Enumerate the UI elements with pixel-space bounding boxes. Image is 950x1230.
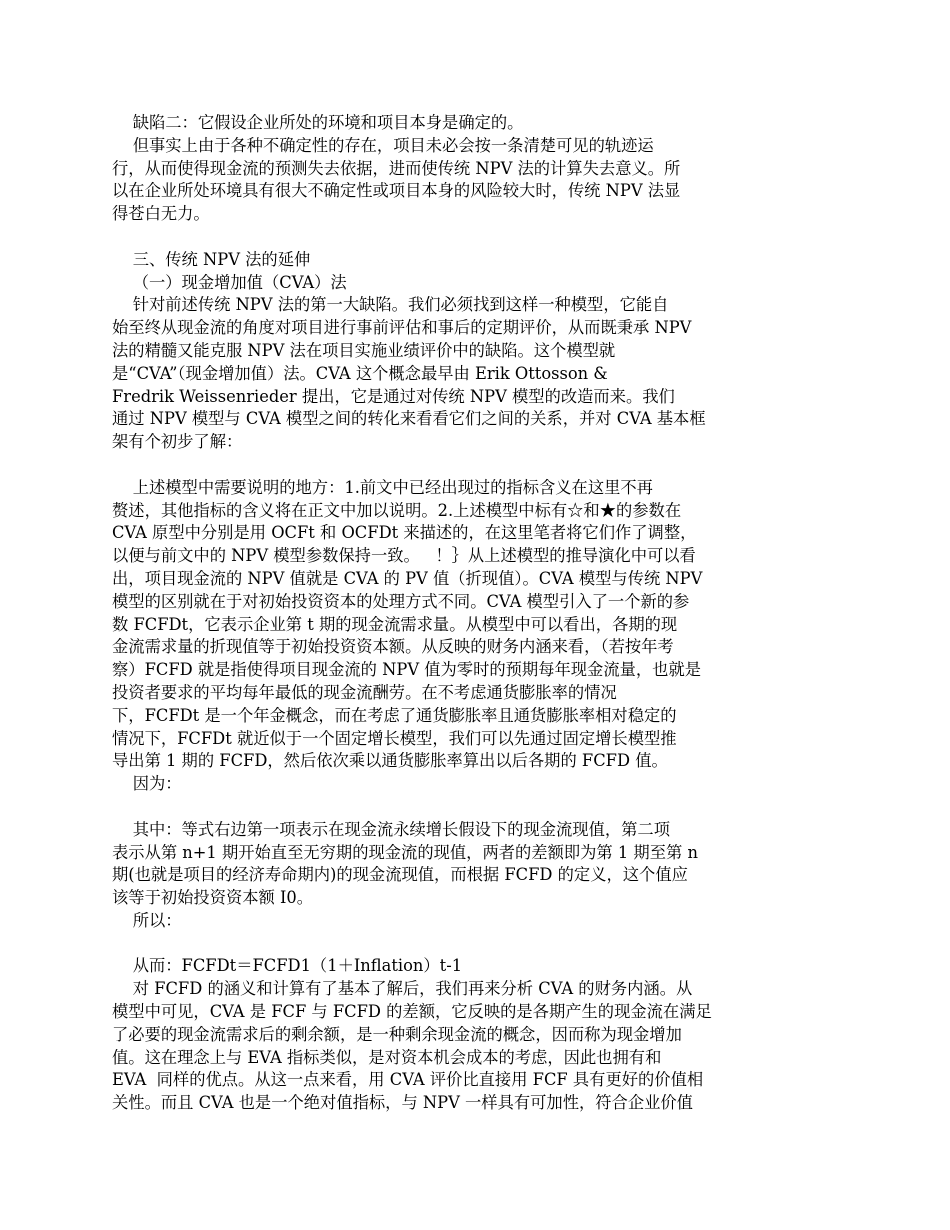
paragraph-line: 其中：等式右边第一项表示在现金流永续增长假设下的现金流现值，第二项 xyxy=(112,819,670,839)
paragraph-line: 但事实上由于各种不确定性的存在，项目未必会按一条清楚可见的轨迹运 xyxy=(112,135,654,155)
paragraph-line: 察）FCFD 就是指使得项目现金流的 NPV 值为零时的预期每年现金流量，也就是 xyxy=(112,660,702,680)
paragraph-line: 该等于初始投资资本额 I0。 xyxy=(112,888,314,908)
paragraph-line: 下，FCFDt 是一个年金概念，而在考虑了通货膨胀率且通货膨胀率相对稳定的 xyxy=(112,705,677,725)
blank-line xyxy=(112,933,767,956)
paragraph-line: 赘述，其他指标的含义将在正文中加以说明。2.上述模型中标有☆和★的参数在 xyxy=(112,500,682,520)
paragraph-line: 上述模型中需要说明的地方：1.前文中已经出现过的指标含义在这里不再 xyxy=(112,477,653,497)
paragraph-line: 了必要的现金流需求后的剩余额，是一种剩余现金流的概念，因而称为现金增加 xyxy=(112,1024,682,1044)
paragraph-line: 缺陷二：它假设企业所处的环境和项目本身是确定的。 xyxy=(112,113,524,132)
paragraph-line: 出，项目现金流的 NPV 值就是 CVA 的 PV 值（折现值）。CVA 模型与传统 NPV xyxy=(112,568,703,588)
paragraph-line: 得苍白无力。 xyxy=(112,204,210,224)
paragraph-line: 通过 NPV 模型与 CVA 模型之间的转化来看看它们之间的关系，并对 CVA 基本框 xyxy=(112,409,706,429)
paragraph-line: 是“CVA”（现金增加值）法。CVA 这个概念最早由 Erik Ottosson & xyxy=(112,363,608,383)
paragraph-line: 模型的区别就在于对初始投资资本的处理方式不同。CVA 模型引入了一个新的参 xyxy=(112,591,690,611)
paragraph-line: 针对前述传统 NPV 法的第一大缺陷。我们必须找到这样一种模型，它能自 xyxy=(112,295,669,315)
paragraph-line: 法的精髓又能克服 NPV 法在项目实施业绩评价中的缺陷。这个模型就 xyxy=(112,340,616,360)
blank-line xyxy=(112,454,767,477)
blank-line xyxy=(112,796,767,819)
document-body xyxy=(112,112,767,1115)
paragraph-line: 以在企业所处环境具有很大不确定性或项目本身的风险较大时，传统 NPV 法显 xyxy=(112,181,681,201)
paragraph-line: 金流需求量的折现值等于初始投资资本额。从反映的财务内涵来看，（若按年考 xyxy=(112,637,674,657)
paragraph-line: 以便与前文中的 NPV 模型参数保持一致。 ！｝从上述模型的推导演化中可以看 xyxy=(112,546,696,566)
paragraph-line: CVA 原型中分别是用 OCFt 和 OCFDt 来描述的，在这里笔者将它们作了调整， xyxy=(112,523,697,543)
paragraph-line: Fredrik Weissenrieder 提出，它是通过对传统 NPV 模型的改造而来。我们 xyxy=(112,386,675,406)
section-heading: 三、传统 NPV 法的延伸 xyxy=(112,249,311,269)
paragraph-line: 期(也就是项目的经济寿命期内)的现金流现值，而根据 FCFD 的定义，这个值应 xyxy=(112,865,688,885)
paragraph-line: 所以： xyxy=(112,910,182,930)
subsection-heading: （一）现金增加值（CVA）法 xyxy=(112,272,347,292)
paragraph-line: 值。这在理念上与 EVA 指标类似，是对资本机会成本的考虑，因此也拥有和 xyxy=(112,1047,662,1067)
paragraph-line: 架有个初步了解： xyxy=(112,432,243,452)
paragraph-line: 始至终从现金流的角度对项目进行事前评估和事后的定期评价，从而既秉承 NPV xyxy=(112,318,692,338)
paragraph-line: 对 FCFD 的涵义和计算有了基本了解后，我们再来分析 CVA 的财务内涵。从 xyxy=(112,979,693,999)
paragraph-line: 行，从而使得现金流的预测失去依据，进而使传统 NPV 法的计算失去意义。所 xyxy=(112,158,681,178)
paragraph-line: 投资者要求的平均每年最低的现金流酬劳。在不考虑通货膨胀率的情况 xyxy=(112,682,617,702)
paragraph-line: 导出第 1 期的 FCFD，然后依次乘以通货膨胀率算出以后各期的 FCFD 值。 xyxy=(112,751,668,771)
paragraph-line: 情况下，FCFDt 就近似于一个固定增长模型，我们可以先通过固定增长模型推 xyxy=(112,728,677,748)
paragraph-line: 关性。而且 CVA 也是一个绝对值指标，与 NPV 一样具有可加性，符合企业价值 xyxy=(112,1093,693,1113)
blank-line xyxy=(112,226,767,249)
paragraph-line: EVA 同样的优点。从这一点来看，用 CVA 评价比直接用 FCF 具有更好的价值相 xyxy=(112,1070,704,1090)
paragraph-line: 因为： xyxy=(112,774,182,794)
paragraph-line: 数 FCFDt，它表示企业第 t 期的现金流需求量。从模型中可以看出，各期的现 xyxy=(112,614,678,634)
formula-line: 从而：FCFDt＝FCFD1（1＋Inflation）t-1 xyxy=(112,956,463,976)
paragraph-line: 模型中可见，CVA 是 FCF 与 FCFD 的差额，它反映的是各期产生的现金流在满足 xyxy=(112,1002,712,1022)
paragraph-line: 表示从第 n+1 期开始直至无穷期的现金流的现值，两者的差额即为第 1 期至第 n xyxy=(112,842,698,862)
